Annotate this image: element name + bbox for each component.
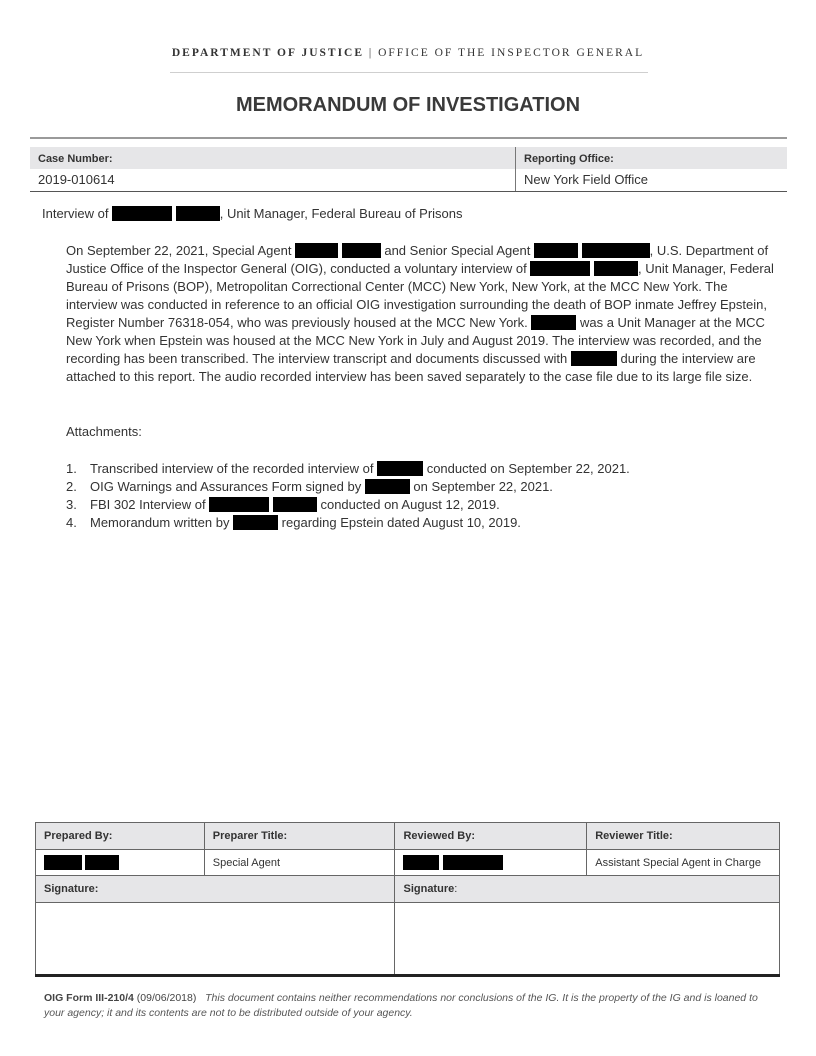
reporting-office-value: New York Field Office [524, 172, 649, 187]
preparer-signature-label: Signature: [36, 876, 395, 903]
redaction-block [85, 855, 119, 870]
item-text: Memorandum written by [90, 515, 234, 530]
reviewer-title-value: Assistant Special Agent in Charge [587, 850, 780, 876]
office-name: OFFICE OF THE INSPECTOR GENERAL [378, 47, 645, 59]
footer-disclaimer: This document contains neither recommendations nor conclusions of the IG. It is the property of the IG and is loaned to your agency; it and its contents are not to be distributed outside of your agency. [44, 992, 758, 1019]
signature-label-text: Signature [403, 883, 455, 895]
item-text: regarding Epstein dated August 10, 2019. [278, 515, 521, 530]
redaction-block [582, 243, 650, 258]
form-date: (09/06/2018) [133, 992, 197, 1004]
reviewer-title-label: Reviewer Title: [587, 823, 780, 850]
item-text: on September 22, 2021. [409, 479, 553, 494]
signature-header-row [36, 823, 780, 850]
item-number: 3. [66, 497, 77, 512]
item-text: conducted on September 22, 2021. [423, 461, 630, 476]
agency-header [0, 47, 816, 59]
attachments-heading: Attachments: [66, 424, 142, 439]
form-footer [44, 991, 779, 1021]
header-separator: | [364, 47, 379, 59]
redaction-block [44, 855, 82, 870]
reviewer-signature-label [395, 876, 780, 903]
item-number: 4. [66, 515, 77, 530]
dept-name: DEPARTMENT OF JUSTICE [171, 47, 365, 59]
attachment-item [66, 496, 630, 514]
redaction-block [403, 855, 439, 870]
body-text: , Unit Manager, Federal Bureau of Prisons (BOP), Metropolitan Correctional Center (MCC) New York, New York, at the MCC New York. The interview was conducted in reference to an official OIG investigation surrounding the death of BOP inmate Jeffrey Epstein, Register Number 76318-054, who was previously housed at the MCC New York. [66, 261, 774, 330]
redaction-block [377, 461, 423, 476]
signature-values-row [36, 850, 780, 876]
prepared-by-value [36, 850, 205, 876]
signature-label-row [36, 876, 780, 903]
preparer-title-value: Special Agent [204, 850, 395, 876]
item-number: 1. [66, 461, 77, 476]
item-number: 2. [66, 479, 77, 494]
redaction-block [571, 351, 617, 366]
case-info-table [30, 147, 787, 192]
interview-subject-line [42, 206, 463, 221]
item-text: OIG Warnings and Assurances Form signed by [90, 479, 365, 494]
subject-prefix: Interview of [42, 206, 113, 221]
signature-label-colon: : [454, 883, 458, 895]
title-divider [30, 137, 787, 139]
redaction-block [209, 497, 269, 512]
redaction-block [233, 515, 278, 530]
subject-suffix: , Unit Manager, Federal Bureau of Prisons [219, 206, 463, 221]
reporting-office-label: Reporting Office: [516, 147, 787, 169]
item-text: conducted on August 12, 2019. [316, 497, 500, 512]
body-text: , U.S. Department of Justice Office of the Inspector General (OIG), conducted a voluntary interview of [66, 243, 769, 276]
interview-summary-paragraph [66, 242, 774, 386]
redaction-block [273, 497, 317, 512]
header-divider [170, 72, 648, 73]
item-text: Transcribed interview of the recorded interview of [90, 461, 378, 476]
reviewer-signature-area [395, 903, 780, 976]
case-number-value: 2019-010614 [38, 172, 115, 187]
body-text: during the interview are attached to this report. The audio recorded interview has been saved separately to the case file due to its large file size. [66, 351, 756, 384]
form-id: OIG Form III-210/4 [44, 992, 134, 1004]
signature-table [35, 822, 780, 977]
redaction-block [531, 315, 576, 330]
redaction-block [594, 261, 638, 276]
redaction-block [365, 479, 410, 494]
redaction-block [534, 243, 578, 258]
redaction-block [530, 261, 590, 276]
prepared-by-label: Prepared By: [36, 823, 205, 850]
attachment-item [66, 460, 630, 478]
reviewed-by-label: Reviewed By: [395, 823, 587, 850]
signature-space-row [36, 903, 780, 976]
body-text: was a Unit Manager at the MCC New York when Epstein was housed at the MCC New York in July and August 2019. The interview was recorded, and the recording has been transcribed. The interview transcript and documents discussed with [66, 315, 765, 366]
attachments-list [66, 460, 630, 532]
redaction-block [176, 206, 220, 221]
redaction-block [443, 855, 503, 870]
preparer-signature-area [36, 903, 395, 976]
reviewed-by-value [395, 850, 587, 876]
body-text: On September 22, 2021, Special Agent [66, 243, 296, 258]
preparer-title-label: Preparer Title: [204, 823, 395, 850]
redaction-block [342, 243, 381, 258]
case-number-label: Case Number: [30, 147, 515, 169]
redaction-block [295, 243, 338, 258]
body-text: and Senior Special Agent [380, 243, 534, 258]
item-text: FBI 302 Interview of [90, 497, 210, 512]
attachment-item [66, 514, 630, 532]
attachment-item [66, 478, 630, 496]
page-title: MEMORANDUM OF INVESTIGATION [235, 94, 581, 116]
redaction-block [112, 206, 172, 221]
case-column-divider [515, 147, 516, 191]
